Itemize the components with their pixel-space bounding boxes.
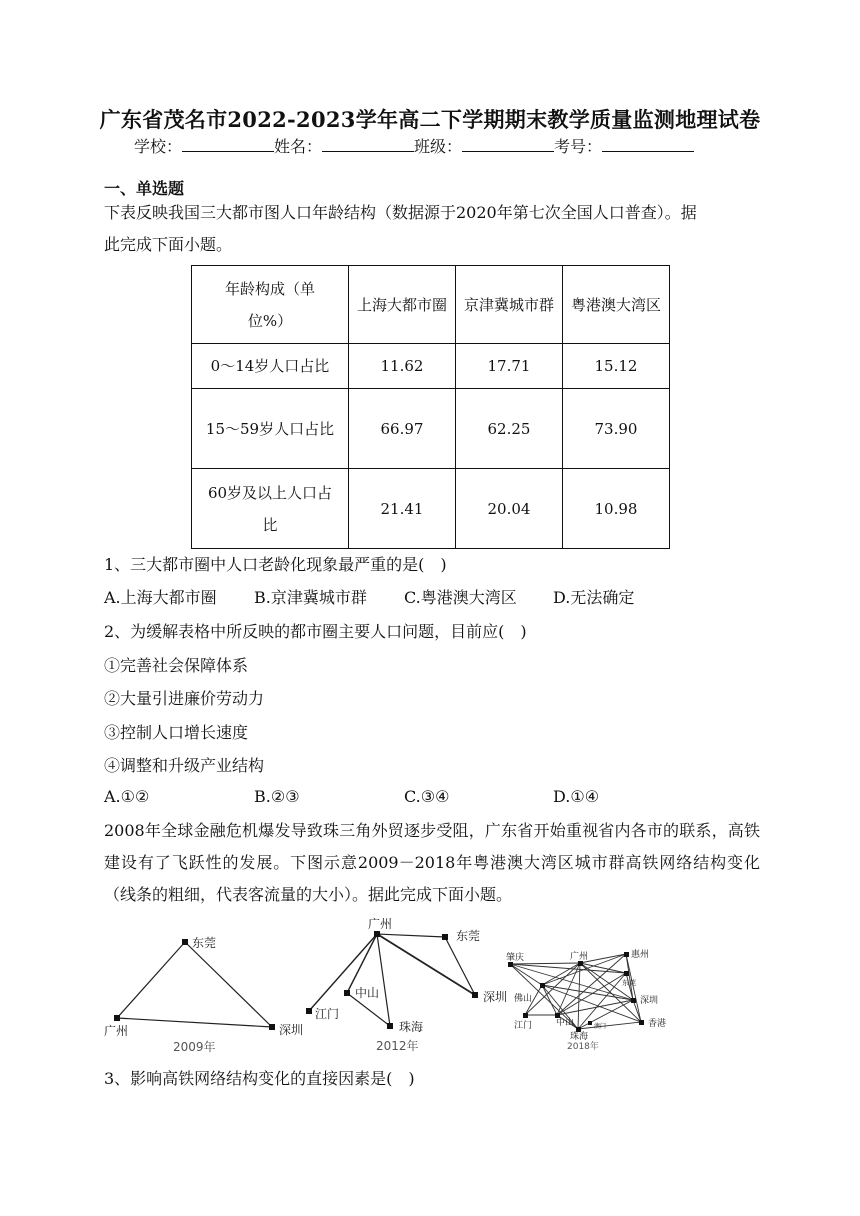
q2-option-d[interactable]: D.①④ bbox=[553, 787, 600, 806]
table-cell: 0～14岁人口占比 bbox=[192, 344, 349, 389]
city-label: 东莞 bbox=[456, 929, 481, 943]
table-header-cell: 上海大都市圈 bbox=[349, 266, 456, 344]
question-1-stem: 1、三大都市圈中人口老龄化现象最严重的是( ) bbox=[104, 555, 447, 574]
exam-number-label: 考号： bbox=[554, 137, 603, 156]
q2-option-a[interactable]: A.①② bbox=[104, 787, 150, 806]
q1-option-c[interactable]: C.粤港澳大湾区 bbox=[404, 588, 517, 607]
q1-option-a[interactable]: A.上海大都市圈 bbox=[104, 588, 217, 607]
city-label: 广州 bbox=[368, 917, 393, 931]
table-header-row bbox=[192, 266, 670, 344]
rail-link bbox=[185, 942, 272, 1027]
table-header-cell: 京津冀城市群 bbox=[456, 266, 563, 344]
city-label: 深圳 bbox=[483, 990, 508, 1004]
age-structure-table bbox=[191, 265, 670, 549]
city-label: 深圳 bbox=[640, 996, 659, 1006]
class-blank[interactable] bbox=[462, 137, 554, 152]
rail-link bbox=[117, 1018, 272, 1027]
rail-link bbox=[626, 954, 641, 1022]
intro-passage-line-1: 下表反映我国三大都市图人口年龄结构（数据源于2020年第七次全国人口普查）。据 bbox=[104, 203, 697, 222]
city-label: 珠海 bbox=[399, 1020, 424, 1034]
rail-link bbox=[117, 942, 185, 1018]
rail-link bbox=[377, 934, 445, 937]
city-node bbox=[374, 931, 380, 937]
table-cell: 60岁及以上人口占比 bbox=[192, 469, 349, 549]
question-2-stem: 2、为缓解表格中所反映的都市圈主要人口问题，目前应( ) bbox=[104, 622, 527, 641]
table-cell: 62.25 bbox=[456, 389, 563, 469]
table-row bbox=[192, 389, 670, 469]
city-label: 广州 bbox=[570, 952, 589, 962]
class-label: 班级： bbox=[414, 137, 463, 156]
city-node bbox=[624, 971, 629, 976]
city-node bbox=[387, 1023, 393, 1029]
exam-number-blank[interactable] bbox=[602, 137, 694, 152]
city-node bbox=[540, 983, 545, 988]
table-cell: 11.62 bbox=[349, 344, 456, 389]
city-label: 中山 bbox=[355, 986, 380, 1000]
city-node bbox=[639, 1020, 644, 1025]
table-row bbox=[192, 469, 670, 549]
rail-link bbox=[377, 934, 390, 1026]
table-cell: 17.71 bbox=[456, 344, 563, 389]
intro-passage-2: 2008年全球金融危机爆发导致珠三角外贸逐步受阻，广东省开始重视省内各市的联系，高铁建设有了飞跃性的发展。下图示意2009－2018年粤港澳大湾区城市群高铁网络结构变化（线条的粗细，代表客流量的大小）。据此完成下面小题。 bbox=[104, 821, 760, 904]
rail-link bbox=[510, 964, 626, 973]
table-cell: 73.90 bbox=[563, 389, 670, 469]
q1-option-d[interactable]: D.无法确定 bbox=[553, 588, 635, 607]
network-2018 bbox=[510, 954, 641, 1029]
city-label: 肇庆 bbox=[506, 953, 525, 963]
network-2012 bbox=[306, 916, 507, 1053]
table-row bbox=[192, 344, 670, 389]
q2-statement-4: ④调整和升级产业结构 bbox=[104, 756, 265, 775]
name-label: 姓名： bbox=[274, 137, 323, 156]
table-cell: 15.12 bbox=[563, 344, 670, 389]
q2-option-b[interactable]: B.②③ bbox=[254, 787, 300, 806]
rail-link bbox=[557, 1000, 633, 1015]
section-heading: 一、单选题 bbox=[104, 179, 185, 198]
rail-link bbox=[578, 1022, 641, 1029]
question-3-stem: 3、影响高铁网络结构变化的直接因素是( ) bbox=[104, 1069, 415, 1088]
city-node bbox=[442, 934, 448, 940]
city-node bbox=[269, 1024, 275, 1030]
table-cell: 21.41 bbox=[349, 469, 456, 549]
city-node bbox=[114, 1015, 120, 1021]
city-label: 东莞 bbox=[622, 979, 636, 987]
school-blank[interactable] bbox=[182, 137, 274, 152]
table-header-cell: 年龄构成（单位%） bbox=[192, 266, 349, 344]
school-label: 学校： bbox=[134, 137, 183, 156]
rail-link bbox=[542, 985, 633, 1000]
rail-link bbox=[377, 934, 475, 995]
city-label: 江门 bbox=[315, 1007, 340, 1021]
city-label: 惠州 bbox=[631, 950, 650, 960]
q2-option-c[interactable]: C.③④ bbox=[404, 787, 450, 806]
year-label: 2018年 bbox=[567, 1042, 599, 1052]
city-label: 广州 bbox=[104, 1024, 129, 1038]
year-label: 2012年 bbox=[376, 1039, 419, 1053]
city-node bbox=[344, 990, 350, 996]
q2-statement-1: ①完善社会保障体系 bbox=[104, 656, 249, 675]
name-blank[interactable] bbox=[322, 137, 414, 152]
table-cell: 10.98 bbox=[563, 469, 670, 549]
city-node bbox=[523, 1013, 528, 1018]
rail-link bbox=[510, 964, 542, 985]
city-label: 澳门 bbox=[594, 1023, 607, 1030]
table-cell: 15～59岁人口占比 bbox=[192, 389, 349, 469]
city-node bbox=[306, 1008, 312, 1014]
city-node bbox=[472, 992, 478, 998]
city-label: 佛山 bbox=[514, 994, 533, 1004]
q1-option-b[interactable]: B.京津冀城市群 bbox=[254, 588, 367, 607]
city-label: 珠海 bbox=[570, 1032, 589, 1042]
page-title: 广东省茂名市2022-2023学年高二下学期期末教学质量监测地理试卷 bbox=[99, 107, 761, 132]
city-node bbox=[588, 1021, 592, 1025]
q2-statement-2: ②大量引进廉价劳动力 bbox=[104, 689, 265, 708]
network-2009 bbox=[104, 936, 303, 1054]
city-node bbox=[182, 939, 188, 945]
rail-link bbox=[542, 963, 580, 985]
city-label: 香港 bbox=[648, 1019, 667, 1029]
table-header-cell: 粤港澳大湾区 bbox=[563, 266, 670, 344]
year-label: 2009年 bbox=[173, 1040, 216, 1054]
intro-passage-line-2: 此完成下面小题。 bbox=[104, 235, 233, 254]
student-info-line bbox=[134, 134, 694, 157]
city-node bbox=[624, 952, 629, 957]
city-label: 深圳 bbox=[279, 1023, 304, 1037]
rail-network-diagram bbox=[100, 915, 690, 1060]
city-label: 中山 bbox=[556, 1018, 575, 1028]
q2-statement-3: ③控制人口增长速度 bbox=[104, 723, 249, 742]
table-cell: 66.97 bbox=[349, 389, 456, 469]
city-label: 东莞 bbox=[192, 936, 217, 950]
city-label: 江门 bbox=[514, 1021, 533, 1031]
city-node bbox=[631, 998, 636, 1003]
table-cell: 20.04 bbox=[456, 469, 563, 549]
rail-link bbox=[510, 963, 580, 964]
